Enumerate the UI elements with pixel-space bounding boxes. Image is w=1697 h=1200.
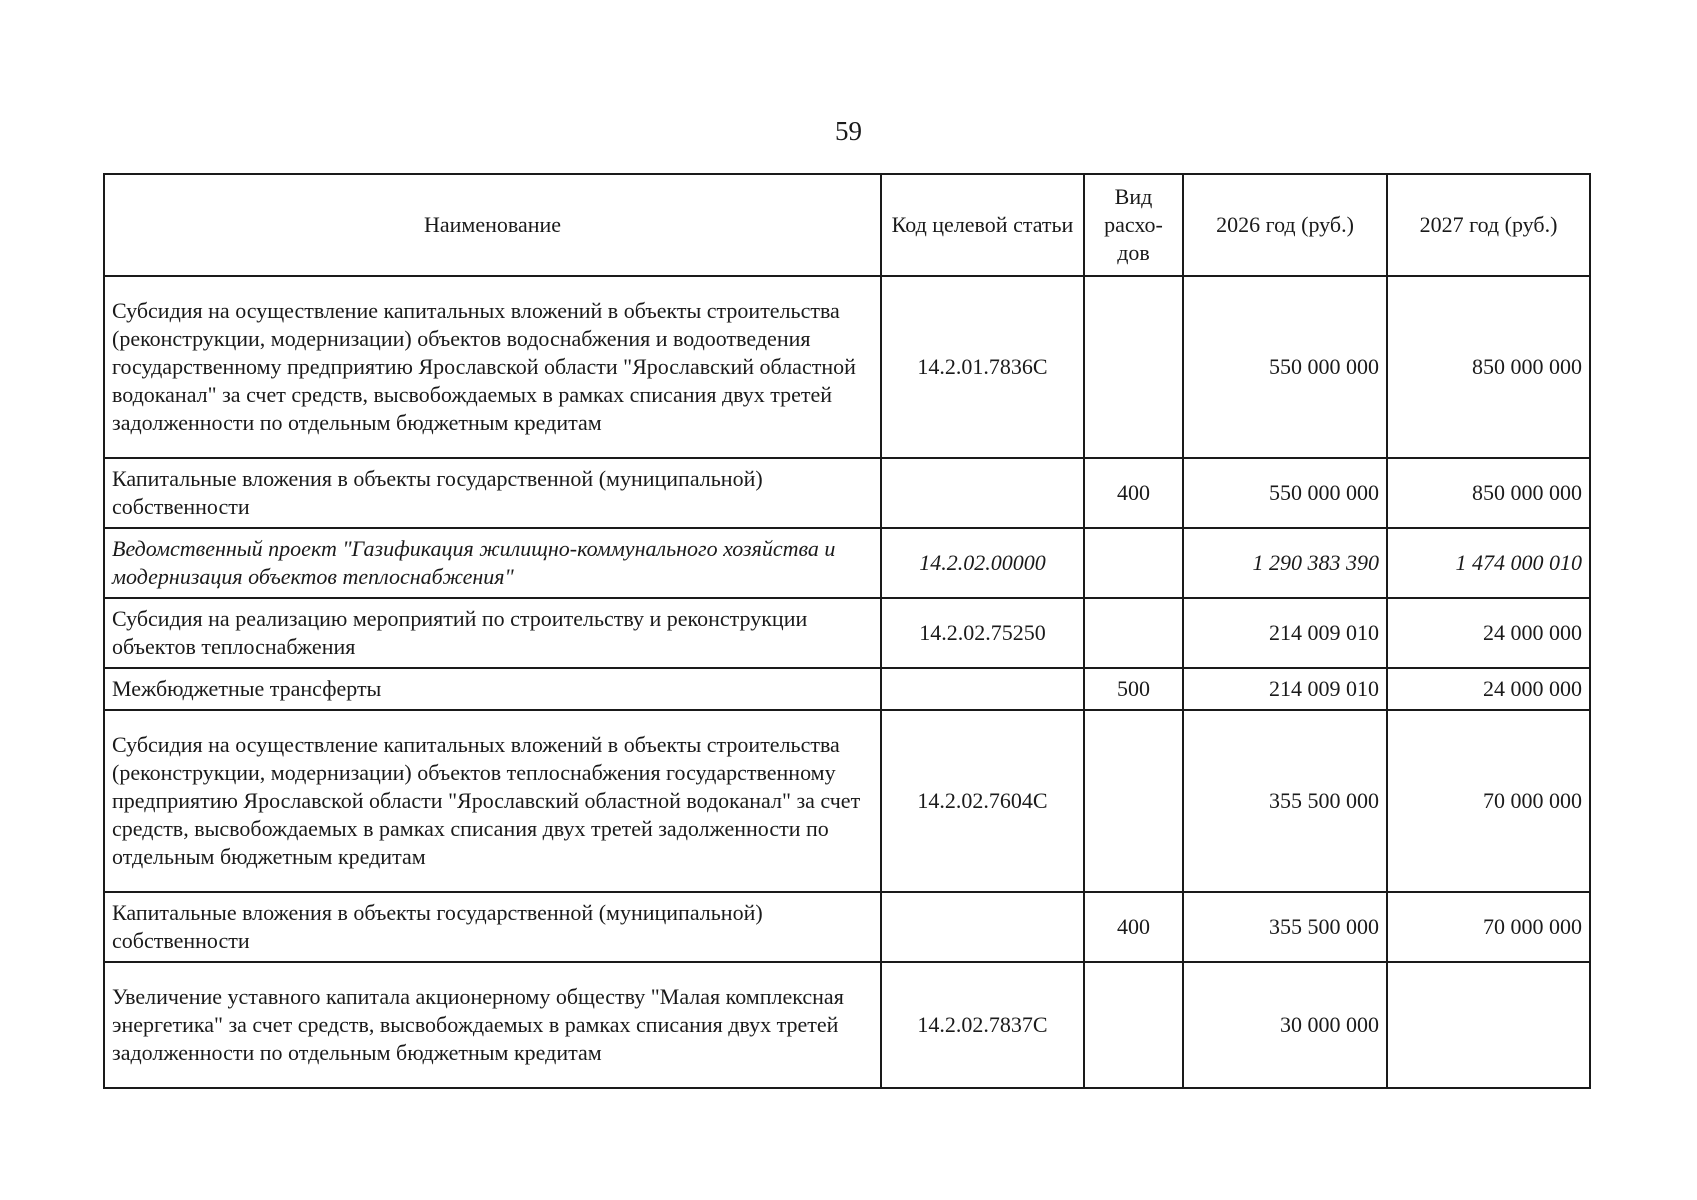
row-type: [1084, 598, 1183, 668]
row-name: Капитальные вложения в объекты государственной (муниципальной) собственности: [104, 892, 881, 962]
table-row: [104, 458, 1590, 528]
row-code: 14.2.02.00000: [881, 528, 1084, 598]
row-value-2027: 850 000 000: [1387, 458, 1590, 528]
row-value-2026: 1 290 383 390: [1183, 528, 1387, 598]
header-year-2027: 2027 год (руб.): [1387, 174, 1590, 276]
row-value-2027: 850 000 000: [1387, 276, 1590, 458]
row-type: [1084, 710, 1183, 892]
row-value-2027: 24 000 000: [1387, 598, 1590, 668]
row-name: Ведомственный проект "Газификация жилищно-коммунального хозяйства и модернизация объектов теплоснабжения": [104, 528, 881, 598]
budget-table: [103, 173, 1591, 1089]
table-row: [104, 962, 1590, 1088]
row-value-2026: 214 009 010: [1183, 668, 1387, 710]
row-value-2026: 550 000 000: [1183, 276, 1387, 458]
row-value-2027: 24 000 000: [1387, 668, 1590, 710]
table-row: [104, 598, 1590, 668]
table-row: [104, 276, 1590, 458]
table-header-row: [104, 174, 1590, 276]
page-number: 59: [835, 116, 862, 146]
row-value-2027: [1387, 962, 1590, 1088]
row-value-2027: 70 000 000: [1387, 892, 1590, 962]
header-code: Код целевой статьи: [881, 174, 1084, 276]
row-value-2026: 30 000 000: [1183, 962, 1387, 1088]
row-value-2026: 355 500 000: [1183, 710, 1387, 892]
table-row: [104, 892, 1590, 962]
row-code: 14.2.02.7837С: [881, 962, 1084, 1088]
table-row: [104, 668, 1590, 710]
row-value-2027: 1 474 000 010: [1387, 528, 1590, 598]
row-code: [881, 668, 1084, 710]
row-type: 400: [1084, 892, 1183, 962]
table-row: [104, 710, 1590, 892]
row-type: 500: [1084, 668, 1183, 710]
row-name: Капитальные вложения в объекты государственной (муниципальной) собственности: [104, 458, 881, 528]
row-type: [1084, 528, 1183, 598]
row-name: Субсидия на осуществление капитальных вложений в объекты строительства (реконструкции, модернизации) объектов теплоснабжения государственному предприятию Ярославской области "Ярославский областной водоканал" за счет средств, высвобождаемых в рамках списания двух третей задолженности по отдельным бюджетным кредитам: [104, 710, 881, 892]
row-code: [881, 458, 1084, 528]
row-value-2026: 355 500 000: [1183, 892, 1387, 962]
row-value-2026: 550 000 000: [1183, 458, 1387, 528]
row-value-2026: 214 009 010: [1183, 598, 1387, 668]
row-name: Межбюджетные трансферты: [104, 668, 881, 710]
row-code: [881, 892, 1084, 962]
row-name: Увеличение уставного капитала акционерному обществу "Малая комплексная энергетика" за счет средств, высвобождаемых в рамках списания двух третей задолженности по отдельным бюджетным кредитам: [104, 962, 881, 1088]
row-type: [1084, 276, 1183, 458]
header-type: Вид расхо-дов: [1084, 174, 1183, 276]
row-name: Субсидия на реализацию мероприятий по строительству и реконструкции объектов теплоснабжения: [104, 598, 881, 668]
table-row: [104, 528, 1590, 598]
row-type: [1084, 962, 1183, 1088]
header-year-2026: 2026 год (руб.): [1183, 174, 1387, 276]
row-name: Субсидия на осуществление капитальных вложений в объекты строительства (реконструкции, модернизации) объектов водоснабжения и водоотведения государственному предприятию Ярославской области "Ярославский областной водоканал" за счет средств, высвобождаемых в рамках списания двух третей задолженности по отдельным бюджетным кредитам: [104, 276, 881, 458]
row-code: 14.2.02.75250: [881, 598, 1084, 668]
row-code: 14.2.02.7604С: [881, 710, 1084, 892]
row-value-2027: 70 000 000: [1387, 710, 1590, 892]
row-type: 400: [1084, 458, 1183, 528]
header-name: Наименование: [104, 174, 881, 276]
row-code: 14.2.01.7836С: [881, 276, 1084, 458]
